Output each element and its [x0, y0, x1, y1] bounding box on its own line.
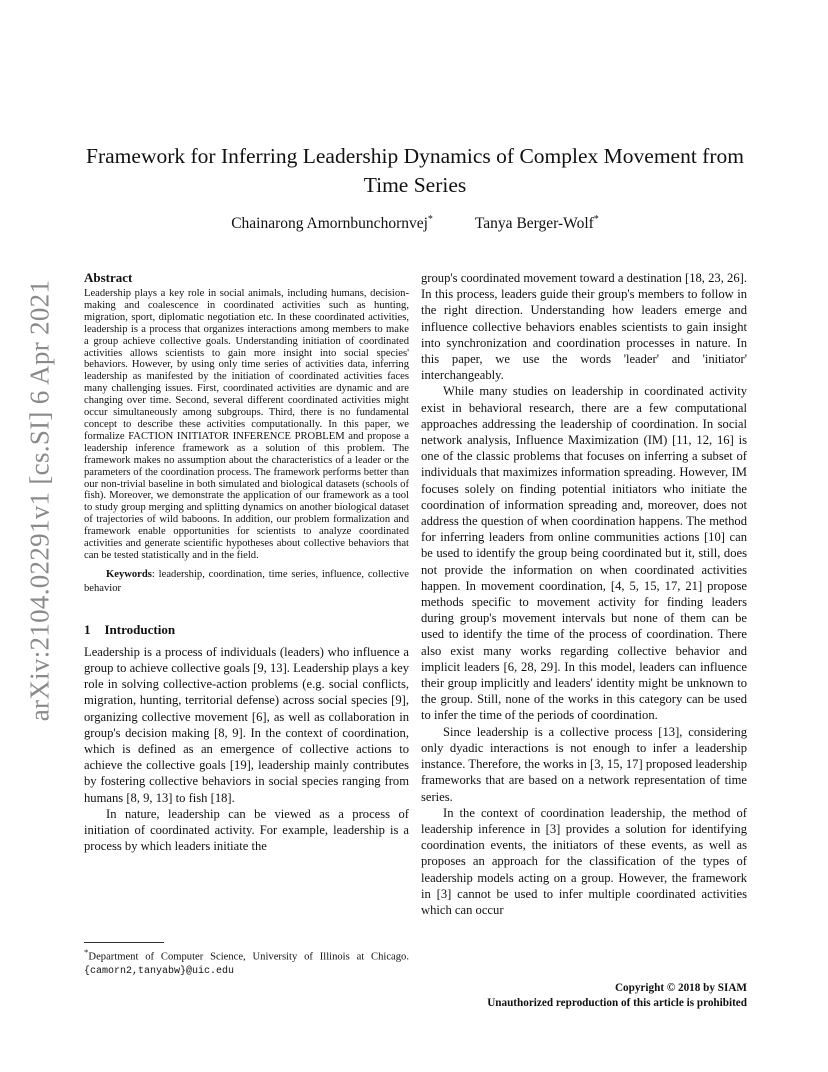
footnote	[84, 946, 409, 978]
paper-title: Framework for Inferring Leadership Dynamics of Complex Movement from Time Series	[86, 144, 744, 197]
author-1	[231, 214, 433, 233]
left-column	[84, 270, 409, 854]
right-paragraph-1: group's coordinated movement toward a destination [18, 23, 26]. In this process, leaders guide their group's members to follow in the right direction. Understanding how leaders emerge and influence collective behaviors enables scientists to gain insight into synchronization and coordination processes in nature. In this paper, we use the words 'leader' and 'initiator' interchangeably.	[421, 271, 747, 383]
abstract-heading: Abstract	[84, 270, 133, 285]
right-column	[421, 270, 747, 918]
right-paragraph-3: Since leadership is a collective process [13], considering only dyadic interactions is not enough to infer a leadership instance. Therefore, the works in [3, 15, 17] proposed leadership frameworks that are based on a network representation of time series.	[421, 724, 747, 804]
author-1-mark: *	[427, 214, 433, 225]
footnote-emails: {camorn2,tanyabw}@uic.edu	[84, 965, 235, 977]
section-number: 1	[84, 621, 91, 637]
keywords	[84, 568, 409, 596]
copyright-line: Copyright © 2018 by SIAM	[614, 982, 747, 994]
author-1-name: Chainarong Amornbunchornvej	[231, 215, 428, 233]
reproduction-notice: Unauthorized reproduction of this article is prohibited	[487, 997, 747, 1009]
section-heading	[84, 622, 409, 638]
author-2-mark: *	[593, 214, 599, 225]
footnote-text: Department of Computer Science, University of Illinois at Chicago.	[88, 951, 409, 963]
arxiv-identifier-text: arXiv:2104.02291v1 [cs.SI] 6 Apr 2021	[24, 279, 55, 721]
copyright-notice	[487, 981, 747, 1011]
right-paragraph-2: While many studies on leadership in coordinated activity exist in behavioral research, there are a few computational approaches addressing the leadership of coordination. In social network analysis, Influence Maximization (IM) [11, 12, 16] is one of the classic problems that focuses on inferring a subset of individuals that maximizes information spreading. However, IM focuses solely on finding potential initiators who initiate the coordination of information spreading and, moreover, does not address the question of when coordination happens. The method for inferring leaders from online communities actions [10] can be used to identify the group being coordinated but it, still, does not provide the information on when coordinated activities happen. In movement coordination, [4, 5, 15, 17, 21] propose methods specific to movement activity for finding leaders during group's movement intervals but none of them can be used to identify the time of the process of coordination. There also exist many works regarding collective behavior and implicit leaders [6, 28, 29]. In this model, leaders can influence their group implicitly and leaders' identity might be unknown to the group. Still, none of the works in this category can be used to infer the time of the periods of coordination.	[421, 384, 747, 723]
keywords-text: : leadership, coordination, time series, influence, collective behavior	[84, 568, 409, 594]
abstract-text: Leadership plays a key role in social animals, including humans, decision-making and coalescence in coordinated activities such as hunting, migration, sport, diplomatic negotiation etc. In these coordinated activities, leadership is a process that organizes interactions among members to make a group achieve collective goals. Understanding initiation of coordinated activities allows scientists to gain more insight into social species' behaviors. However, by using only time series of activities data, inferring leadership as manifested by the initiation of coordinated activities faces many challenging issues. First, coordinated activities are dynamic and are changing over time. Second, several different coordinated activities might occur simultaneously among subgroups. Third, there is no fundamental concept to describe these activities computationally. In this paper, we formalize FACTION INITIATOR INFERENCE PROBLEM and propose a leadership inference framework as a solution of this problem. The framework makes no assumption about the characteristics of a leader or the parameters of the coordination process. The framework performs better than our non-trivial baseline in both simulated and biological datasets (schools of fish). Moreover, we demonstrate the application of our framework as a tool to study group merging and splitting dynamics on another biological dataset of trajectories of wild baboons. In addition, our problem formalization and framework enable opportunities for scientists to analyze coordinated activities and generate scientific hypotheses about collective behaviors that can be tested statistically and in the field.	[84, 288, 409, 561]
right-paragraph-4: In the context of coordination leadership, the method of leadership inference in [3] provides a solution for identifying coordination events, the initiators of these events, as well as proposes an approach for the classification of the types of leadership models acting on a group. However, the framework in [3] cannot be used to infer multiple coordinated activities which can occur	[421, 805, 747, 917]
section-title: Introduction	[104, 621, 176, 637]
author-list	[80, 214, 750, 233]
author-2	[475, 214, 599, 233]
intro-paragraph-1: Leadership is a process of individuals (leaders) who influence a group to achieve collective goals [9, 13]. Leadership plays a key role in solving collective-action problems (e.g. social conflicts, migration, hunting, territorial defense) across social species [9], organizing collective movement [6], as well as collaboration in group's decision making [8, 9]. In the context of coordination, which is defined as an emergence of collective actions to achieve the collective goals [19], leadership mainly contributes by fostering collective behaviors in social species ranging from humans [8, 9, 13] to fish [18].	[84, 644, 409, 805]
keywords-label: Keywords	[106, 568, 152, 580]
arxiv-identifier-stamp	[20, 279, 60, 721]
footnote-mark: *	[84, 947, 89, 957]
footnote-divider	[84, 942, 164, 943]
intro-paragraph-2: In nature, leadership can be viewed as a process of initiation of coordinated activity. For example, leadership is a process by which leaders initiate the	[84, 806, 409, 854]
author-2-name: Tanya Berger-Wolf	[474, 215, 594, 233]
